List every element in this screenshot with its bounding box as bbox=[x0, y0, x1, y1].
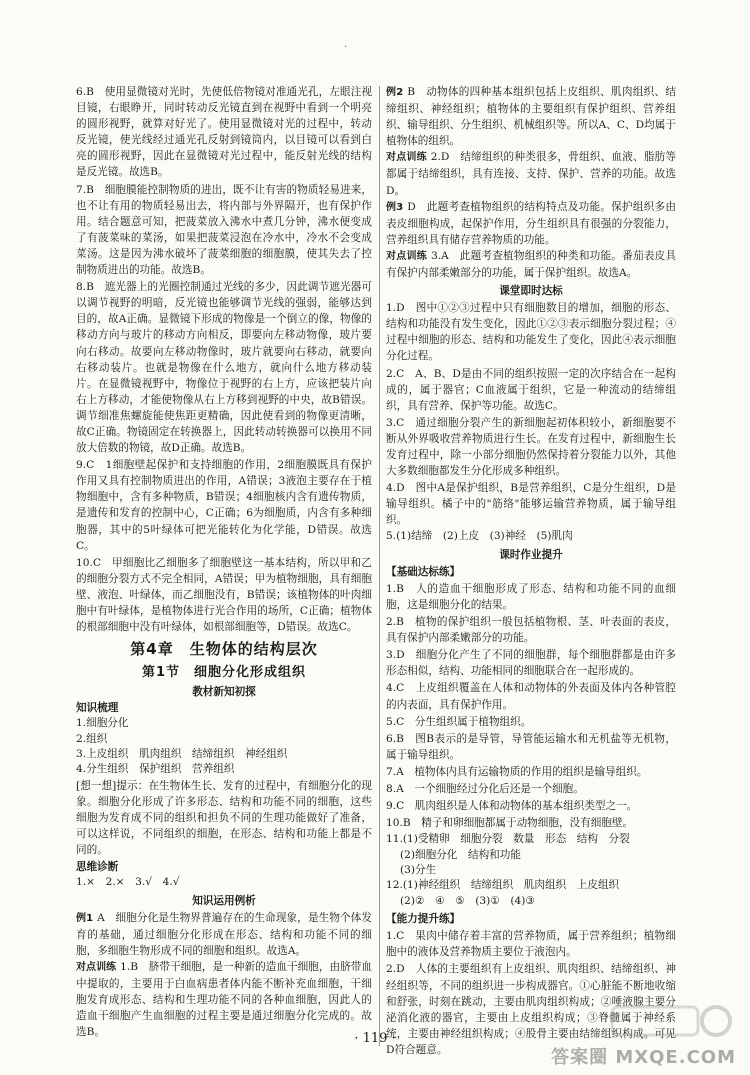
training-3 bbox=[386, 248, 676, 281]
subheading-application: 知识运用例析 bbox=[192, 894, 256, 907]
training-1-text: 1.B 脐带干细胞，是一种新的造血干细胞，由脐带血中提取的，主要用于白血病患者体内能不断补充血细胞，干细胞发育成形态、结构和生理功能不同的各种血细胞，因此人的造血干细胞产生血细胞的过程主要是通过细胞分化完成的。故选B。 bbox=[76, 960, 372, 1039]
adv-answer-2: 2.D 人体的主要组织有上皮组织、肌肉组织、结缔组织、神经组织等，不同的组织进一步构成器官。①心脏能不断地收缩和舒张，时刻在跳动，主要由肌肉组织构成；②唾液腺主要分泌消化液的器官，主要由上皮组织构成；③脊髓属于神经系统，主要由神经组织构成；④股骨主要由结缔组织构成。可见D符合题意。 bbox=[386, 963, 676, 1056]
hw-answer-11b: (2)细胞分化 结构和功能 bbox=[400, 848, 521, 861]
example-1-text: A 细胞分化是生物界普遍存在的生命现象，是生物个体发育的基础，通过细胞分化形成在形态、结构和功能不同的细胞，多细胞生物形成不同的细胞和组织。故选A。 bbox=[76, 911, 372, 957]
hw-answer-3: 3.D 细胞分化产生了不同的细胞群，每个细胞群都是由许多形态相似，结构、功能相同的细胞联合在一起形成的。 bbox=[386, 649, 676, 678]
answer-10: 10.C 甲细胞比乙细胞多了细胞壁这一基本结构，所以甲和乙的细胞分裂方式不完全相同，A错误；甲为植物细胞，具有细胞壁、液泡、叶绿体，而乙细胞没有，B错误；该植物体的叶肉细胞中有叶绿体，是植物体进行光合作用的场所，C正确；植物体的根部细胞中没有叶绿体，如根部细胞等，D错误。故选C。 bbox=[76, 556, 372, 634]
answer-7: 7.B 细胞膜能控制物质的进出，既不让有害的物质轻易进来，也不让有用的物质轻易出去，将内部与外界隔开，也有保护作用。结合题意可知，把菠菜放入沸水中煮几分钟，沸水便变成了有菠菜味的菜汤，如果把菠菜浸泡在冷水中，冷水不会变成菜汤。这是因为沸水破坏了菠菜细胞的细胞膜，使其失去了控制物质进出的功能。故选B。 bbox=[76, 183, 372, 277]
subheading-new-knowledge: 教材新知初探 bbox=[192, 686, 256, 699]
training-1-tag: 对点训练 bbox=[76, 961, 117, 973]
hw-answer-11a: 11.(1)受精卵 细胞分裂 数量 形态 结构 分裂 bbox=[386, 833, 630, 846]
hw-answer-9: 9.C 肌肉组织是人体和动物体的基本组织类型之一。 bbox=[386, 800, 638, 813]
hw-answer-5: 5.C 分生组织属于植物组织。 bbox=[386, 715, 532, 728]
hw-answer-10: 10.B 精子和卵细胞都属于动物细胞，没有细胞壁。 bbox=[386, 817, 634, 830]
chapter-title: 第4章 生物体的结构层次 bbox=[130, 640, 318, 659]
example-2-text: B 动物体的四种基本组织包括上皮组织、肌肉组织、结缔组织、神经组织；植物体的主要组织有保护组织、营养组织、输导组织、分生组织、机械组织等。所以A、C、D均属于植物体的组织。 bbox=[386, 86, 676, 148]
hw-answer-4: 4.C 上皮组织覆盖在人体和动物体的外表面及体内各种管腔的内表面，具有保护作用。 bbox=[386, 682, 676, 711]
think-hint: [想一想]提示：在生物体生长、发育的过程中，有细胞分化的现象。细胞分化形成了许多形态、结构和功能不同的细胞，这些细胞为发育成不同的组织和担负不同的生理功能做好了准备，可以这样说，不同组织的细胞，在形态、结构和功能上都是不同的。 bbox=[76, 779, 372, 857]
class-answer-2: 2.C A、B、D是由不同的组织按照一定的次序结合在一起构成的，属于器官；C血液属于组织，它是一种流动的结缔组织，具有营养、保护等功能。故选C。 bbox=[386, 367, 676, 412]
hw-answer-2: 2.B 植物的保护组织一般包括植物根、茎、叶表面的表皮，具有保护内部柔嫩部分的功能。 bbox=[386, 616, 676, 645]
knowledge-item: 2.组织 bbox=[76, 732, 108, 745]
top-mark: · bbox=[344, 42, 348, 53]
training-2-text: 2.D 结缔组织的种类很多，骨组织、血液、脂肪等都属于结缔组织，具有连接、支持、保护、营养的功能。故选D。 bbox=[386, 151, 676, 197]
right-column bbox=[386, 84, 676, 1059]
answer-9: 9.C 1细胞壁起保护和支持细胞的作用，2细胞膜既具有保护作用又具有控制物质进出的作用，A错误；3液泡主要存在于植物细胞中，含有多种物质，B错误；4细胞核内含有遗传物质，是遗传和发育的控制中心，C正确；6为细胞质，内含有多种细胞器，其中的5叶绿体可把光能转化为化学能，D错误。故选C。 bbox=[76, 459, 372, 552]
knowledge-item: 4.分生组织 保护组织 营养组织 bbox=[76, 763, 235, 776]
hw-answer-11c: (3)分生 bbox=[400, 864, 437, 877]
example-3-tag: 例3 bbox=[386, 201, 404, 213]
left-column bbox=[76, 84, 372, 1040]
adv-answer-1: 1.C 果肉中储存着丰富的营养物质，属于营养组织；植物细胞中的液体及营养物质主要位于液泡内。 bbox=[386, 930, 676, 959]
example-2-tag: 例2 bbox=[386, 87, 404, 98]
hw-answer-7: 7.A 植物体内具有运输物质的作用的组织是输导组织。 bbox=[386, 765, 648, 778]
hw-answer-12b: (2)② ④ ⑤ (3)① (4)③ bbox=[400, 894, 535, 907]
answer-8: 8.B 遮光器上的光圈控制通过光线的多少，因此调节遮光器可以调节视野的明暗，反光镜也能够调节光线的强弱，能够达到目的，故A正确。显微镜下形成的物像是一个倒立的像，物像的移动方向与玻片的移动方向相反，即要向左移动物像，玻片要向右移动。故要向左移动物像时，玻片就要向右移动，就要向右移动装片。也就是物像在什么地方，就向什么地方移动装片。在显微镜视野中，物像位于视野的右上方，应该把装片向右上方移动，才能使物像从右上方移到视野的中央，故B错误。调节细准焦螺旋能使焦距更精确，因此使看到的物像更清晰，故C正确。物镜固定在转换器上，因此转动转换器可以换用不同放大倍数的物镜，故D正确。故选B。 bbox=[76, 281, 372, 455]
hw-answer-1: 1.B 人的造血干细胞形成了形态、结构和功能不同的血细胞，这是细胞分化的结果。 bbox=[386, 582, 676, 611]
hw-answer-6: 6.B 图B表示的是导管，导管能运输水和无机盐等无机物，属于输导组织。 bbox=[386, 732, 676, 761]
page-number: · 119 · bbox=[354, 1031, 396, 1046]
answer-6: 6.B 使用显微镜对光时，先使低倍物镜对准通光孔，左眼注视目镜，右眼睁开，同时转动反光镜直到在视野中看到一个明亮的圆形视野，就算对好光了。使用显微镜对光的过程中，转动反光镜，使光线经过通光孔反射到镜筒内，以目镜可以看到白亮的圆形视野，因此在显微镜对光过程中，能反射光线的结构是反光镜。故选B。 bbox=[76, 86, 372, 179]
section-title: 第1节 细胞分化形成组织 bbox=[141, 665, 307, 681]
example-1-tag: 例1 bbox=[76, 912, 94, 924]
class-answer-1: 1.D 图中①②③过程中只有细胞数目的增加，细胞的形态、结构和功能没有发生变化，因此①②③表示细胞分裂过程；④过程中细胞的形态、结构和功能发生了变化，因此④表示细胞分化过程。 bbox=[386, 302, 676, 363]
hw-answer-12a: 12.(1)神经组织 结缔组织 肌肉组织 上皮组织 bbox=[386, 879, 620, 892]
training-2-tag: 对点训练 bbox=[386, 152, 427, 164]
example-2 bbox=[386, 84, 676, 149]
label-advanced-practice: 【能力提升练】 bbox=[386, 913, 461, 926]
subheading-classroom: 课堂即时达标 bbox=[499, 285, 563, 298]
training-3-text: 3.A 此题考查植物组织的种类和功能。番茄表皮具有保护内部柔嫩部分的功能，属于保护组织。故选A。 bbox=[386, 249, 676, 280]
training-2 bbox=[386, 149, 676, 198]
watermark-text: 答案圈 MXQE.COM bbox=[551, 1047, 736, 1068]
knowledge-item: 1.细胞分化 bbox=[76, 717, 129, 730]
label-basic-practice: 【基础达标练】 bbox=[386, 565, 461, 578]
class-answer-4: 4.D 图中A是保护组织，B是营养组织，C是分生组织，D是输导组织。橘子中的"筋络"能够运输营养物质，属于输导组织。 bbox=[386, 482, 676, 527]
training-3-tag: 对点训练 bbox=[386, 250, 427, 262]
subheading-homework: 课时作业提升 bbox=[499, 548, 563, 561]
example-3 bbox=[386, 199, 676, 248]
diagnosis-answers: 1.× 2.× 3.√ 4.√ bbox=[76, 876, 180, 889]
training-1 bbox=[76, 959, 372, 1040]
hw-answer-8: 8.A 一个细胞经过分化后还是一个细胞。 bbox=[386, 782, 584, 795]
example-1 bbox=[76, 910, 372, 959]
label-knowledge-review: 知识梳理 bbox=[76, 702, 119, 715]
knowledge-item: 3.上皮组织 肌肉组织 结缔组织 神经组织 bbox=[76, 748, 288, 760]
label-thinking-diagnosis: 思维诊断 bbox=[76, 861, 119, 874]
example-3-text: D 此题考查植物组织的结构特点及功能。保护组织多由表皮细胞构成，起保护作用，分生组织具有很强的分裂能力，营养组织具有储存营养物质的功能。 bbox=[386, 200, 676, 246]
class-answer-5: 5.(1)结缔 (2)上皮 (3)神经 (5)肌肉 bbox=[386, 530, 573, 543]
class-answer-3: 3.C 通过细胞分裂产生的新细胞起初体积较小，新细胞要不断从外界吸收营养物质进行生长。在发育过程中，新细胞生长发育过程中，除一小部分细胞仍然保持着分裂能力以外，其他大多数细胞都发生分化形成多种组织。 bbox=[386, 416, 676, 478]
column-divider bbox=[379, 86, 380, 1046]
